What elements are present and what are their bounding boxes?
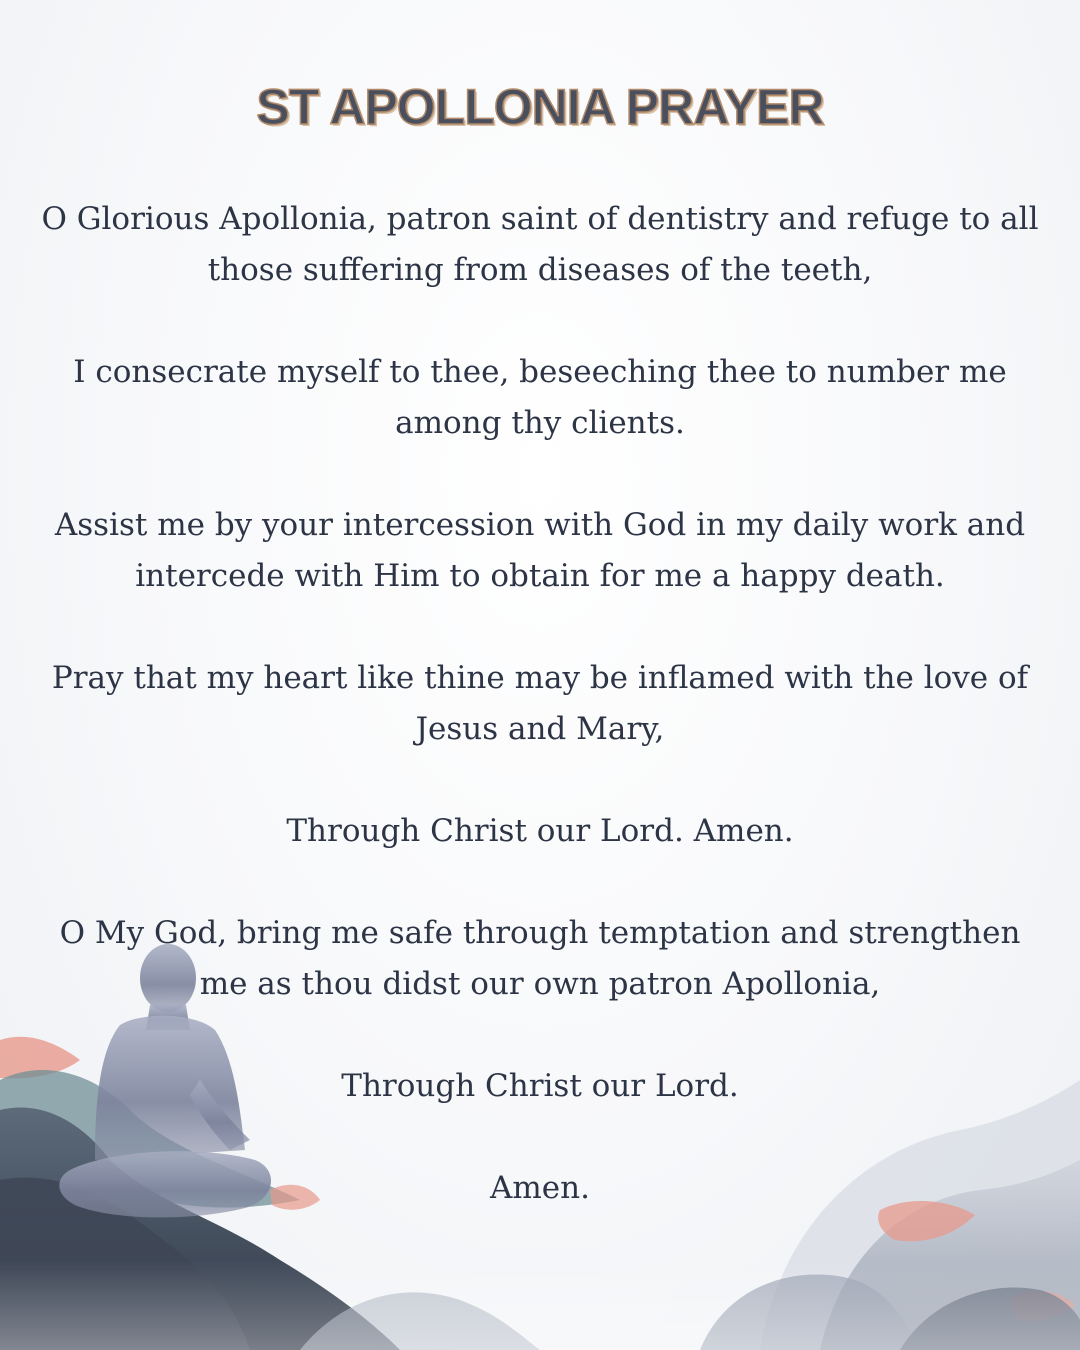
prayer-stanza: Through Christ our Lord. Amen. [286,813,794,849]
prayer-stanza: Through Christ our Lord. [341,1068,739,1104]
prayer-stanza: O Glorious Apollonia, patron saint of dentistry and refuge to all those suffering from diseases of the teeth, [41,201,1039,288]
prayer-text [40,194,1040,1214]
bottom-mist [0,1260,1080,1350]
page-title: ST APOLLONIA PRAYER [256,79,824,135]
prayer-stanza: Amen. [490,1170,590,1206]
prayer-stanza: I consecrate myself to thee, beseeching thee to number me among thy clients. [73,354,1007,441]
prayer-stanza: Assist me by your intercession with God in my daily work and intercede with Him to obtain for me a happy death. [54,507,1026,594]
prayer-stanza: O My God, bring me safe through temptation and strengthen me as thou didst our own patron Apollonia, [59,915,1021,1002]
prayer-stanza: Pray that my heart like thine may be inflamed with the love of Jesus and Mary, [51,660,1029,747]
